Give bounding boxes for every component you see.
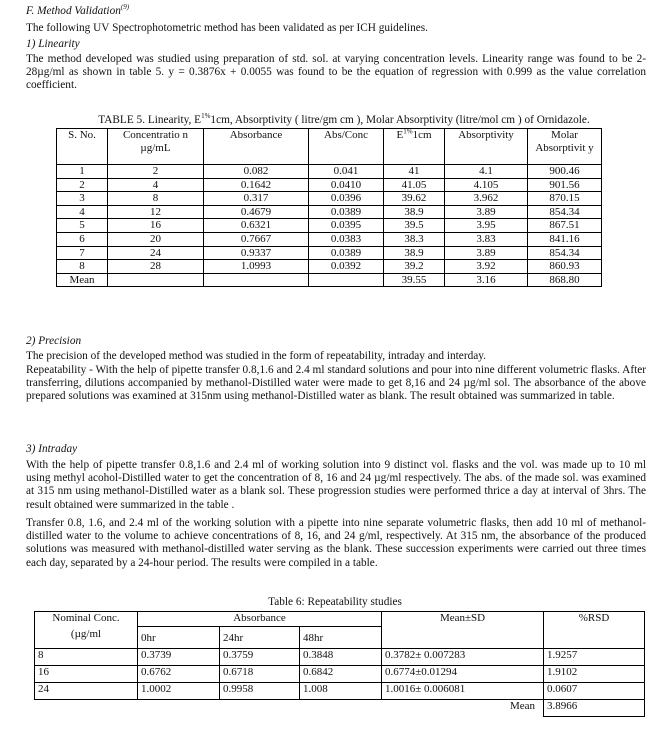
table5-header-absorptivity: Absorptivity — [445, 129, 528, 165]
table5-caption-sup: 1% — [201, 112, 211, 121]
section-title-reference: (9) — [120, 3, 130, 12]
table5-cell-absorptivity: 3.962 — [445, 192, 528, 206]
table5-cell-absconc: 0.0392 — [309, 260, 384, 274]
table5-header-sno: S. No. — [57, 129, 108, 165]
table5-cell-e1cm: 39.62 — [384, 192, 445, 206]
table5-cell-molar: 841.16 — [528, 232, 602, 246]
table6-cell-24hr: 0.9958 — [220, 683, 300, 700]
intraday-paragraph-2: Transfer 0.8, 1.6, and 2.4 ml of the working solution with a pipette into nine separate volumetric flasks, then add 10 ml of methanol-distilled water to the volume to achieve concentrations of 8, 16, and 24 g/ml, respectively. At 315 nm, the absorbance of the produced solutions was measured with methanol-distilled water serving as the blank. These succession experiments were carried out three times each day, separated by a 24-hour period. The results were compiled in a table. — [26, 517, 646, 569]
table5-cell-abs: 0.6321 — [204, 219, 309, 233]
table5-cell-molar: 867.51 — [528, 219, 602, 233]
table5-cell-absorptivity: 3.92 — [445, 260, 528, 274]
repeatability-paragraph: Repeatability - With the help of pipette transfer 0.8,1.6 and 2.4 ml standard solutions and pour into nine different volumetric flasks. After transferring, dilutions accompanied by methanol-Distilled water were made to get 8,16 and 24 µg/ml sol. The absorbance of the above prepared solutions was examined at 315nm using methanol-Distilled water as blank. The result obtained was summarized in table. — [26, 364, 646, 403]
table6-cell-0hr: 0.6762 — [138, 666, 220, 683]
table5-row — [57, 219, 602, 233]
table6-cell-conc: 24 — [35, 683, 138, 700]
table6-cell-rsd: 1.9257 — [544, 649, 645, 666]
table5-cell-conc: 28 — [108, 260, 204, 274]
table5-cell-sno: 7 — [57, 246, 108, 260]
table5-cell-absconc: 0.041 — [309, 165, 384, 179]
table5-mean-absorptivity: 3.16 — [445, 273, 528, 287]
table5-cell-abs: 0.317 — [204, 192, 309, 206]
table6-header-24hr: 24hr — [220, 627, 300, 649]
table5-cell-abs: 0.1642 — [204, 178, 309, 192]
table6-cell-meansd: 0.3782± 0.007283 — [382, 649, 544, 666]
table5-cell-molar: 854.34 — [528, 246, 602, 260]
table6-cell-meansd: 1.0016± 0.006081 — [382, 683, 544, 700]
table5-row — [57, 205, 602, 219]
table5-row — [57, 232, 602, 246]
table5-cell-e1cm: 38.9 — [384, 205, 445, 219]
table6-header-nominal-line1: Nominal Conc. — [52, 612, 120, 624]
table5-cell-abs: 0.4679 — [204, 205, 309, 219]
table6-cell-24hr: 0.3759 — [220, 649, 300, 666]
table5-mean-e1cm: 39.55 — [384, 273, 445, 287]
table6-mean-value: 3.8966 — [544, 700, 645, 717]
table6-header-nominal — [35, 612, 138, 649]
table6-cell-rsd: 1.9102 — [544, 666, 645, 683]
table5-header-molar: Molar Absorptivit y — [528, 129, 602, 165]
table6-row — [35, 683, 645, 700]
table5-empty-cell — [108, 273, 204, 287]
table6-header-meansd: Mean±SD — [382, 612, 544, 627]
table5-cell-absconc: 0.0389 — [309, 205, 384, 219]
table5-cell-conc: 20 — [108, 232, 204, 246]
table6-empty-cell — [382, 627, 544, 649]
precision-intro: The precision of the developed method was studied in the form of repeatability, intraday and interday. — [26, 350, 486, 362]
table5-cell-sno: 4 — [57, 205, 108, 219]
table6-header-0hr: 0hr — [138, 627, 220, 649]
table6-cell-conc: 16 — [35, 666, 138, 683]
table6-cell-0hr: 0.3739 — [138, 649, 220, 666]
table5-caption-pre: TABLE 5. Linearity, E — [98, 114, 202, 126]
table5-row — [57, 178, 602, 192]
table6-blank-cell — [300, 700, 382, 717]
table5-cell-absorptivity: 3.89 — [445, 205, 528, 219]
table6-cell-24hr: 0.6718 — [220, 666, 300, 683]
table5-row — [57, 260, 602, 274]
table6-mean-label: Mean — [382, 700, 544, 717]
table5-cell-sno: 5 — [57, 219, 108, 233]
table5-cell-sno: 6 — [57, 232, 108, 246]
table6-row — [35, 649, 645, 666]
table5-header-e-sup: 1% — [403, 128, 413, 136]
table6-header-nominal-line2: (µg/ml — [70, 627, 102, 640]
table5-cell-abs: 0.082 — [204, 165, 309, 179]
table5-header-e-main: E — [396, 129, 404, 141]
table5-mean-row — [57, 273, 602, 287]
table5-cell-absconc: 0.0410 — [309, 178, 384, 192]
table5-cell-conc: 4 — [108, 178, 204, 192]
table5-header-row — [57, 129, 602, 165]
table5-row — [57, 246, 602, 260]
table6-blank-cell — [35, 700, 138, 717]
section-title: F. Method Validation — [26, 5, 121, 17]
table5-cell-abs: 1.0993 — [204, 260, 309, 274]
intraday-heading: 3) Intraday — [26, 443, 78, 455]
table6-blank-cell — [138, 700, 220, 717]
table5-cell-conc: 16 — [108, 219, 204, 233]
table6-header-absorbance: Absorbance — [138, 612, 382, 627]
table5-cell-e1cm: 41.05 — [384, 178, 445, 192]
table6-cell-48hr: 0.3848 — [300, 649, 382, 666]
table5-cell-conc: 2 — [108, 165, 204, 179]
table5-cell-absorptivity: 3.83 — [445, 232, 528, 246]
table5-cell-molar: 901.56 — [528, 178, 602, 192]
precision-heading: 2) Precision — [26, 335, 82, 347]
table6-mean-row — [35, 700, 645, 717]
intraday-paragraph-1: With the help of pipette transfer 0.8,1.6 and 2.4 ml of working solution into 9 distinct vol. flasks and the vol. was made up to 10 ml using methyl acohol-Distilled water to get the concentration of 8, 16 and 24 µg/ml respectively. The abs. of the made sol. was examined at 315 nm using methanol-Distilled water as a blank sol. These progression studies were performed thrice a day at interval of 3hrs. The result obtained were summarized in the table . — [26, 459, 646, 511]
table5-empty-cell — [309, 273, 384, 287]
table5-cell-e1cm: 41 — [384, 165, 445, 179]
table5-cell-absorptivity: 4.1 — [445, 165, 528, 179]
table6-empty-cell — [544, 627, 645, 649]
table5-empty-cell — [204, 273, 309, 287]
table5-header-e-tail: 1cm — [412, 129, 432, 141]
table6-cell-0hr: 1.0002 — [138, 683, 220, 700]
table6-cell-rsd: 0.0607 — [544, 683, 645, 700]
intro-text: The following UV Spectrophotometric method has been validated as per ICH guidelines. — [26, 22, 428, 34]
table5-cell-conc: 24 — [108, 246, 204, 260]
table6-row — [35, 666, 645, 683]
table6-cell-meansd: 0.6774±0.01294 — [382, 666, 544, 683]
table6-blank-cell — [220, 700, 300, 717]
linearity-paragraph: The method developed was studied using preparation of std. sol. at varying concentration levels. Linearity range was found to be 2-28µg/ml as shown in table 5. y = 0.3876x + 0.0055 was found to be the equation of regression with 0.999 as the value correlation coefficient. — [26, 53, 646, 92]
table5-row — [57, 192, 602, 206]
table5-caption-post: 1cm, Absorptivity ( litre/gm cm ), Molar Absorptivity (litre/mol cm ) of Ornidazole. — [210, 114, 590, 126]
table5-cell-absorptivity: 3.95 — [445, 219, 528, 233]
table5-cell-e1cm: 39.5 — [384, 219, 445, 233]
table5-cell-molar: 870.15 — [528, 192, 602, 206]
table5-mean-label: Mean — [57, 273, 108, 287]
table5-cell-conc: 12 — [108, 205, 204, 219]
table5-cell-absorptivity: 3.89 — [445, 246, 528, 260]
table6-cell-48hr: 1.008 — [300, 683, 382, 700]
table5-header-conc: Concentratio n µg/mL — [108, 129, 204, 165]
table5-cell-sno: 3 — [57, 192, 108, 206]
table6 — [34, 611, 645, 717]
table6-header-48hr: 48hr — [300, 627, 382, 649]
table5-cell-molar: 854.34 — [528, 205, 602, 219]
table5-cell-molar: 860.93 — [528, 260, 602, 274]
linearity-heading: 1) Linearity — [26, 38, 80, 50]
section-heading — [26, 5, 646, 18]
table5-header-absconc: Abs/Conc — [309, 129, 384, 165]
table5-cell-absconc: 0.0395 — [309, 219, 384, 233]
table6-cell-conc: 8 — [35, 649, 138, 666]
table5-cell-abs: 0.9337 — [204, 246, 309, 260]
table5-cell-e1cm: 39.2 — [384, 260, 445, 274]
table5-row — [57, 165, 602, 179]
table5-header-abs: Absorbance — [204, 129, 309, 165]
table6-header-row — [35, 612, 645, 627]
table5-cell-sno: 8 — [57, 260, 108, 274]
table5-cell-e1cm: 38.3 — [384, 232, 445, 246]
table5-cell-conc: 8 — [108, 192, 204, 206]
table6-caption: Table 6: Repeatability studies — [268, 596, 402, 608]
table5-cell-e1cm: 38.9 — [384, 246, 445, 260]
table5-cell-absconc: 0.0383 — [309, 232, 384, 246]
table5-cell-molar: 900.46 — [528, 165, 602, 179]
table5-cell-sno: 1 — [57, 165, 108, 179]
table5-cell-sno: 2 — [57, 178, 108, 192]
table6-header-rsd: %RSD — [544, 612, 645, 627]
table5-mean-molar: 868.80 — [528, 273, 602, 287]
table5-cell-abs: 0.7667 — [204, 232, 309, 246]
table5-header-e1cm — [384, 129, 445, 165]
table6-cell-48hr: 0.6842 — [300, 666, 382, 683]
table5-cell-absconc: 0.0396 — [309, 192, 384, 206]
table5-cell-absorptivity: 4.105 — [445, 178, 528, 192]
table5-cell-absconc: 0.0389 — [309, 246, 384, 260]
table5-caption — [84, 114, 604, 127]
table5 — [56, 128, 602, 287]
